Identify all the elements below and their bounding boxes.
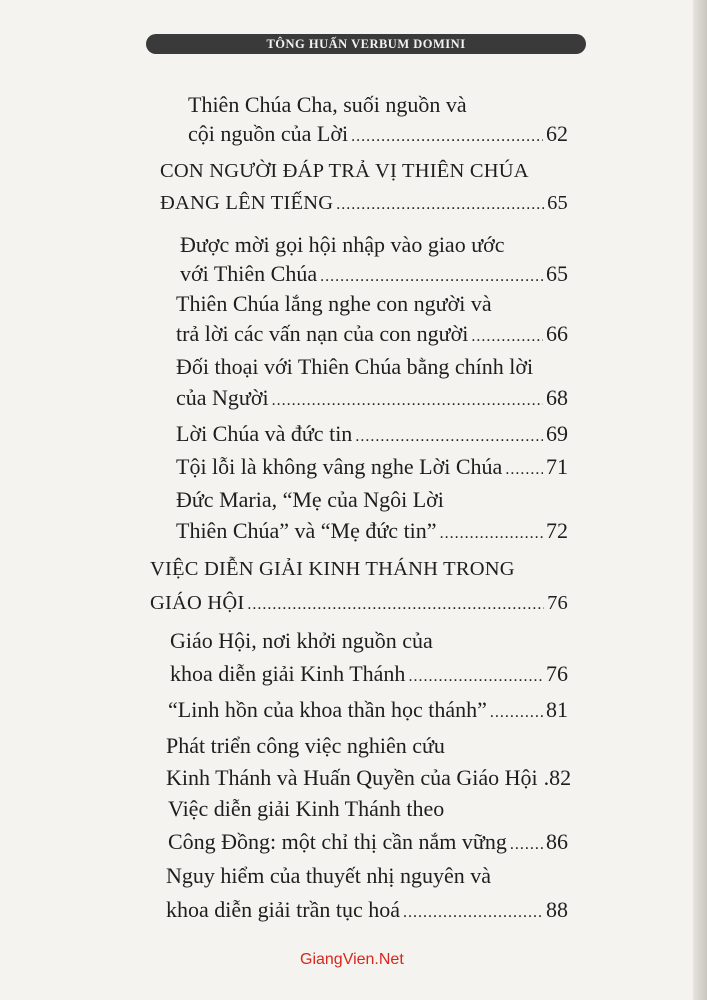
toc-entry-line[interactable] (188, 121, 568, 150)
dot-leader (272, 388, 543, 414)
toc-entry-line[interactable] (170, 661, 568, 690)
toc-entry-text: Việc diễn giải Kinh Thánh theo (168, 796, 445, 821)
toc-entry-text: Thiên Chúa” và “Mẹ đức tin” (176, 518, 437, 543)
toc-entry-line[interactable] (168, 697, 568, 726)
toc-page-number: .82 (543, 765, 572, 790)
toc-entry-text: Nguy hiểm của thuyết nhị nguyên và (166, 863, 492, 888)
toc-section-text: ĐANG LÊN TIẾNG (160, 192, 334, 214)
toc-entry-line[interactable] (176, 421, 568, 450)
dot-leader (490, 700, 543, 726)
toc-entry-line (166, 733, 568, 759)
toc-page-number: 72 (546, 518, 568, 543)
toc-entry-text: Kinh Thánh và Huấn Quyền của Giáo Hội (166, 765, 538, 790)
toc-entry-line (176, 487, 568, 513)
toc-entry-line (166, 863, 568, 889)
toc-page-number: 76 (547, 592, 568, 614)
toc-page-number: 65 (547, 192, 568, 214)
dot-leader (505, 457, 543, 483)
toc-page-number: 62 (546, 121, 568, 146)
toc-section-text: CON NGƯỜI ĐÁP TRẢ VỊ THIÊN CHÚA (160, 160, 529, 182)
dot-leader (247, 592, 544, 618)
toc-entry-text: Công Đồng: một chỉ thị cần nắm vững (168, 829, 507, 854)
toc-entry-text: khoa diễn giải trần tục hoá (166, 897, 400, 922)
toc-entry-text: khoa diễn giải Kinh Thánh (170, 661, 406, 686)
toc-entry-line[interactable] (176, 385, 568, 414)
toc-page-number: 68 (546, 385, 568, 410)
toc-entry-text: Phát triển công việc nghiên cứu (166, 733, 445, 758)
toc-entry-text: Thiên Chúa Cha, suối nguồn và (188, 92, 467, 117)
dot-leader (440, 521, 543, 547)
toc-page-number: 65 (546, 261, 568, 286)
dot-leader (403, 900, 543, 926)
toc-section-line[interactable] (160, 190, 568, 218)
toc-entry-line (180, 232, 568, 258)
watermark-text: GiangVien.Net (300, 951, 404, 968)
toc-section-line[interactable] (150, 590, 568, 618)
toc-entry-line[interactable] (168, 829, 568, 858)
toc-page-number: 81 (546, 697, 568, 722)
toc-section-text: GIÁO HỘI (150, 592, 245, 614)
toc-entry-line (176, 291, 568, 317)
toc-entry-line (188, 92, 568, 118)
toc-page-number: 76 (546, 661, 568, 686)
toc-entry-line[interactable] (166, 765, 572, 794)
toc-section-line (150, 556, 568, 582)
toc-entry-text: Đức Maria, “Mẹ của Ngôi Lời (176, 487, 444, 512)
dot-leader (320, 264, 543, 290)
toc-entry-text: cội nguồn của Lời (188, 121, 349, 146)
toc-entry-line[interactable] (176, 518, 568, 547)
toc-entry-line (168, 796, 568, 822)
toc-entry-text: Đối thoại với Thiên Chúa bằng chính lời (176, 354, 534, 379)
toc-entry-line[interactable] (176, 321, 568, 350)
toc-entry-line (170, 628, 568, 654)
toc-page-number: 71 (546, 454, 568, 479)
dot-leader (336, 192, 544, 218)
toc-page-number: 66 (546, 321, 568, 346)
toc-page-number: 86 (546, 829, 568, 854)
toc-entry-line[interactable] (176, 454, 568, 483)
dot-leader (408, 664, 543, 690)
toc-entry-text: Tội lỗi là không vâng nghe Lời Chúa (176, 454, 503, 479)
toc-entry-text: Lời Chúa và đức tin (176, 421, 353, 446)
dot-leader (510, 832, 543, 858)
toc-entry-text: của Người (176, 385, 269, 410)
toc-entry-line[interactable] (166, 897, 568, 926)
toc-entry-text: Giáo Hội, nơi khởi nguồn của (170, 628, 433, 653)
running-header-title: TÔNG HUẤN VERBUM DOMINI (266, 36, 466, 51)
toc-entry-line (176, 354, 568, 380)
toc-entry-line[interactable] (180, 261, 568, 290)
toc-section-text: VIỆC DIỄN GIẢI KINH THÁNH TRONG (150, 558, 515, 580)
toc-page-number: 69 (546, 421, 568, 446)
toc-section-line (160, 158, 568, 184)
dot-leader (351, 124, 543, 150)
toc-entry-text: trả lời các vấn nạn của con người (176, 321, 469, 346)
dot-leader (355, 424, 543, 450)
toc-entry-text: Thiên Chúa lắng nghe con người và (176, 291, 492, 316)
toc-entry-text: Được mời gọi hội nhập vào giao ước (180, 232, 505, 257)
dot-leader (471, 324, 543, 350)
toc-entry-text: với Thiên Chúa (180, 261, 318, 286)
toc-page-number: 88 (546, 897, 568, 922)
toc-entry-text: “Linh hồn của khoa thần học thánh” (168, 697, 487, 722)
